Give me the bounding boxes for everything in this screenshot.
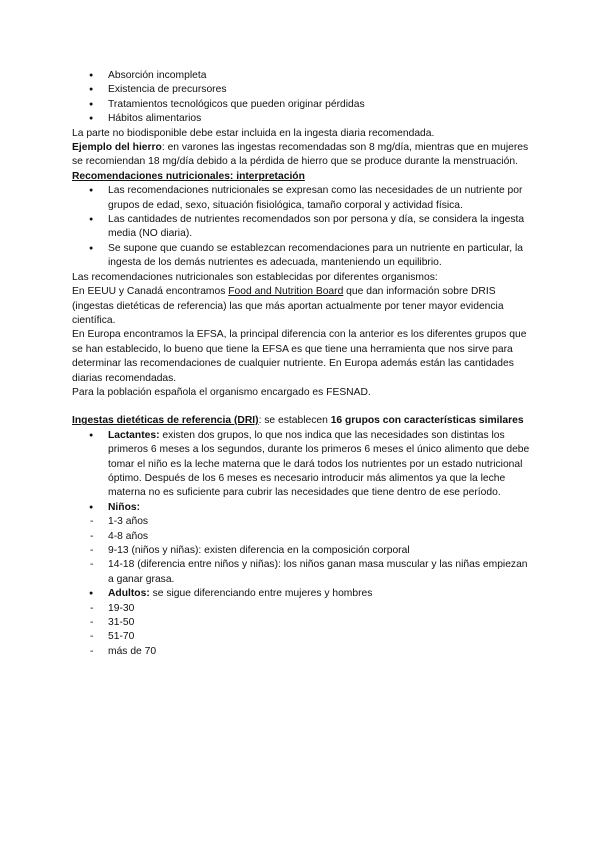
list-item-ninos: ● Niños: <box>72 501 532 515</box>
list-item: - 4-8 años <box>72 530 532 544</box>
section-heading-recomendaciones: Recomendaciones nutricionales: interpretación <box>72 170 305 182</box>
list-item-lactantes: ● Lactantes: existen dos grupos, lo que nos indica que las necesidades son distintas los primeros 6 meses a los segundos, durante los primeros 6 meses el único alimento que debe tomar el niño es la leche materna que le dará todos los nutrientes por un estado nutricional óptimo. Después de los 6 meses es necesario introducir más alimentos ya que la leche materna no es suficiente para cubrir las necesidades que tiene dentro de ese período. <box>72 429 532 501</box>
paragraph-europa: En Europa encontramos la EFSA, la principal diferencia con la anterior es los diferentes grupos que se han establecido, lo bueno que tiene la EFSA es que tiene una herramienta que nos sirve para determinar las recomendaciones de cualquier nutriente. En Europa además están las cantidades diarias recomendadas. <box>72 329 527 384</box>
paragraph-hierro <box>72 141 532 170</box>
list-item: ● Se supone que cuando se establezcan recomendaciones para un nutriente en particular, la ingesta de los demás nutrientes es adecuada, manteniendo un equilibrio. <box>72 242 532 271</box>
list-item: ● Hábitos alimentarios <box>72 112 532 126</box>
list-item: ● Absorción incompleta <box>72 69 532 83</box>
recs-list <box>72 184 532 270</box>
paragraph-organismos: Las recomendaciones nutricionales son establecidas por diferentes organismos: <box>72 271 438 283</box>
list-item: - más de 70 <box>72 645 532 659</box>
list-item: - 31-50 <box>72 616 532 630</box>
list-item: - 9-13 (niños y niñas): existen diferencia en la composición corporal <box>72 544 532 558</box>
adultos-list <box>72 587 532 601</box>
document-page <box>72 69 532 659</box>
hierro-label: Ejemplo del hierro <box>72 142 162 154</box>
list-item: ● Las recomendaciones nutricionales se expresan como las necesidades de un nutriente por grupos de edad, sexo, situación fisiológica, tamaño corporal y actividad física. <box>72 184 532 213</box>
list-item: ● Las cantidades de nutrientes recomendados son por persona y día, se considera la ingesta media (NO diaria). <box>72 213 532 242</box>
paragraph-espana: Para la población española el organismo encargado es FESNAD. <box>72 386 371 398</box>
list-item: ● Tratamientos tecnológicos que pueden originar pérdidas <box>72 98 532 112</box>
food-nutrition-board-link[interactable]: Food and Nutrition Board <box>228 286 344 298</box>
list-item-adultos: ● Adultos: se sigue diferenciando entre mujeres y hombres <box>72 587 532 601</box>
ninos-sublist <box>72 515 532 587</box>
paragraph-no-biodisponible: La parte no biodisponible debe estar incluida en la ingesta diaria recomendada. <box>72 127 435 139</box>
paragraph-eeuu: En EEUU y Canadá encontramos Food and Nutrition Board que dan información sobre DRIS (ingestas dietéticas de referencia) las que más aportan actualmente por tener mayor evidencia científica. <box>72 286 504 326</box>
spacer <box>72 400 532 414</box>
intro-list <box>72 69 532 127</box>
list-item: ● Existencia de precursores <box>72 83 532 97</box>
list-item: - 51-70 <box>72 630 532 644</box>
list-item: - 19-30 <box>72 602 532 616</box>
section-heading-dri: Ingestas dietéticas de referencia (DRI): se establecen 16 grupos con características similares <box>72 415 524 427</box>
list-item: - 1-3 años <box>72 515 532 529</box>
hierro-text: : en varones las ingestas recomendadas son 8 mg/día, mientras que en mujeres se recomiendan 18 mg/día debido a la pérdida de hierro que se produce durante la menstruación. <box>72 142 529 168</box>
dri-groups-list <box>72 429 532 515</box>
adultos-sublist <box>72 602 532 660</box>
list-item: - 14-18 (diferencia entre niños y niñas): los niños ganan masa muscular y las niñas empiezan a ganar grasa. <box>72 558 532 587</box>
